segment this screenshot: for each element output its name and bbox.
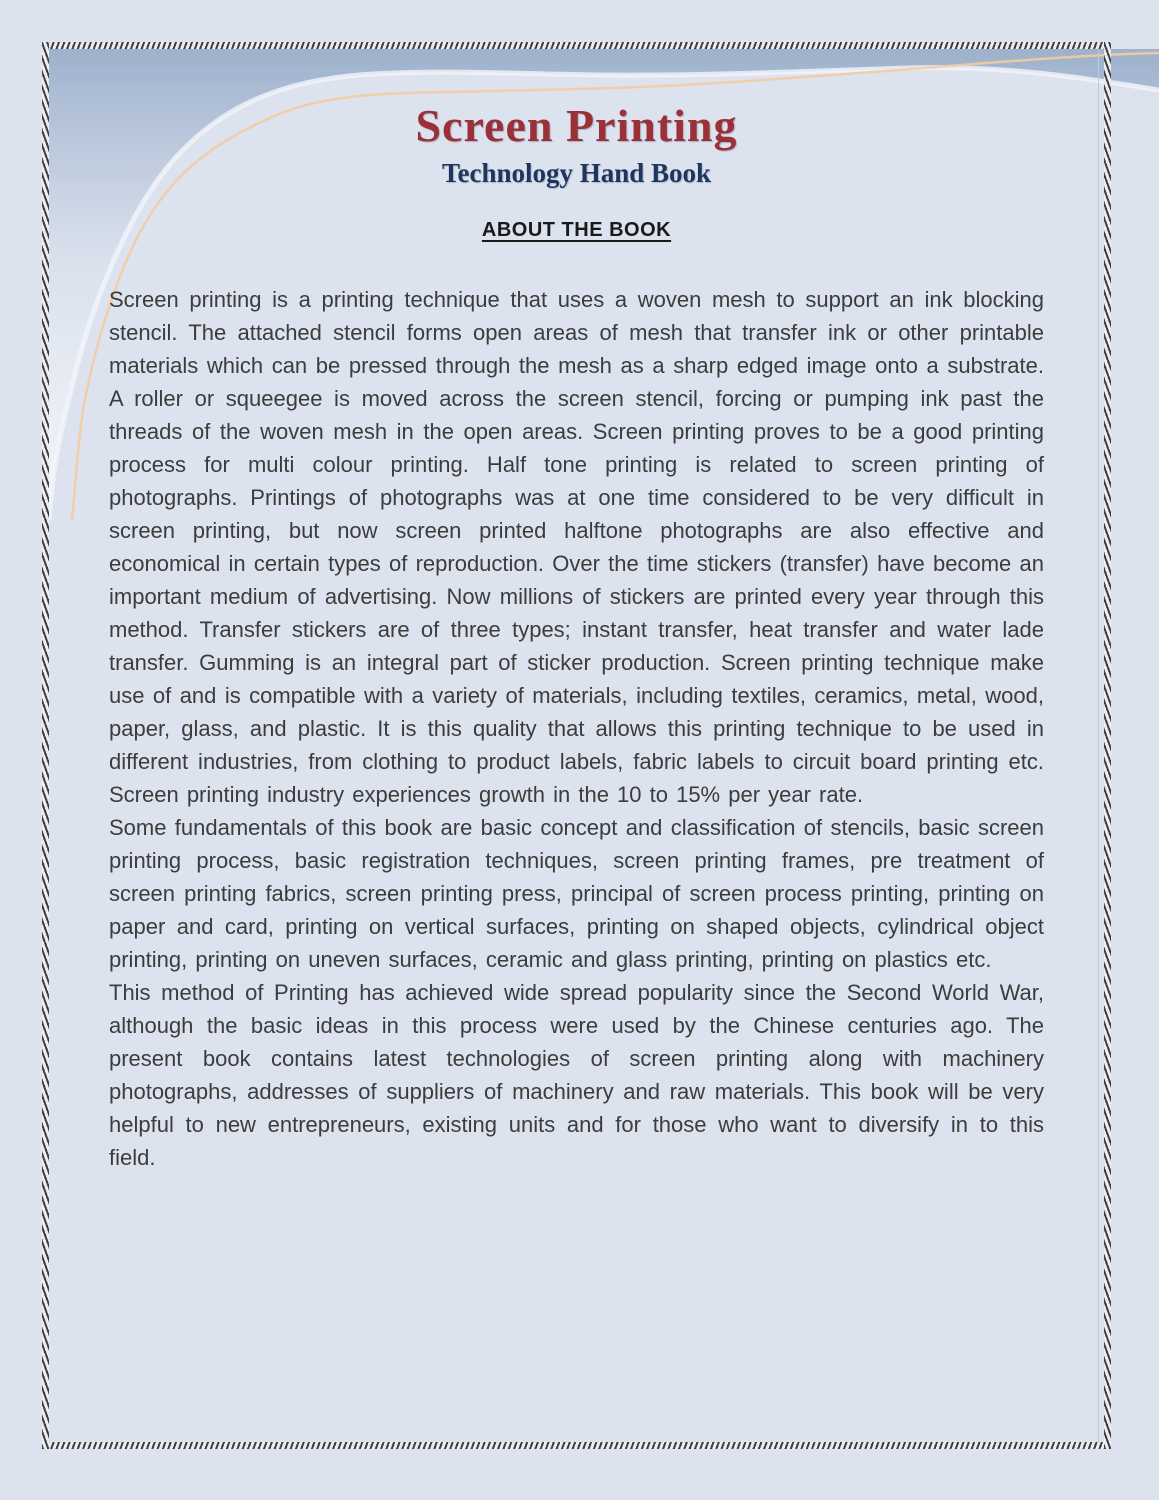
page-border-left	[42, 42, 49, 1449]
page-title: Screen Printing	[415, 100, 738, 151]
page-subtitle: Technology Hand Book	[441, 157, 712, 188]
page-border-right	[1104, 42, 1111, 1449]
page-border-bottom	[42, 1442, 1111, 1449]
section-heading: ABOUT THE BOOK	[481, 219, 672, 242]
paragraph-2: Some fundamentals of this book are basic concept and classification of stencils, basic screen printing process, basic registration techniques, screen printing frames, pre treatment of screen printing fabrics, screen printing press, principal of screen process printing, printing on paper and card, printing on vertical surfaces, printing on shaped objects, cylindrical object printing, printing on uneven surfaces, ceramic and glass printing, printing on plastics etc.	[109, 815, 1044, 973]
paragraph-1: Screen printing is a printing technique that uses a woven mesh to support an ink blocking stencil. The attached stencil forms open areas of mesh that transfer ink or other printable materials which can be pressed through the mesh as a sharp edged image onto a substrate. A roller or squeegee is moved across the screen stencil, forcing or pumping ink past the threads of the woven mesh in the open areas. Screen printing proves to be a good printing process for multi colour printing. Half tone printing is related to screen printing of photographs. Printings of photographs was at one time considered to be very difficult in screen printing, but now screen printed halftone photographs are also effective and economical in certain types of reproduction. Over the time stickers (transfer) have become an important medium of advertising. Now millions of stickers are printed every year through this method. Transfer stickers are of three types; instant transfer, heat transfer and water lade transfer. Gumming is an integral part of sticker production. Screen printing technique make use of and is compatible with a variety of materials, including textiles, ceramics, metal, wood, paper, glass, and plastic. It is this quality that allows this printing technique to be used in different industries, from clothing to product labels, fabric labels to circuit board printing etc. Screen printing industry experiences growth in the 10 to 15% per year rate.	[109, 287, 1044, 808]
page-content	[49, 49, 1104, 1174]
paragraph-3: This method of Printing has achieved wide spread popularity since the Second World War, although the basic ideas in this process were used by the Chinese centuries ago. The present book contains latest technologies of screen printing along with machinery photographs, addresses of suppliers of machinery and raw materials. This book will be very helpful to new entrepreneurs, existing units and for those who want to diversify in to this field.	[109, 980, 1044, 1171]
page-border-top	[42, 42, 1111, 49]
about-the-book-text	[109, 283, 1044, 1174]
